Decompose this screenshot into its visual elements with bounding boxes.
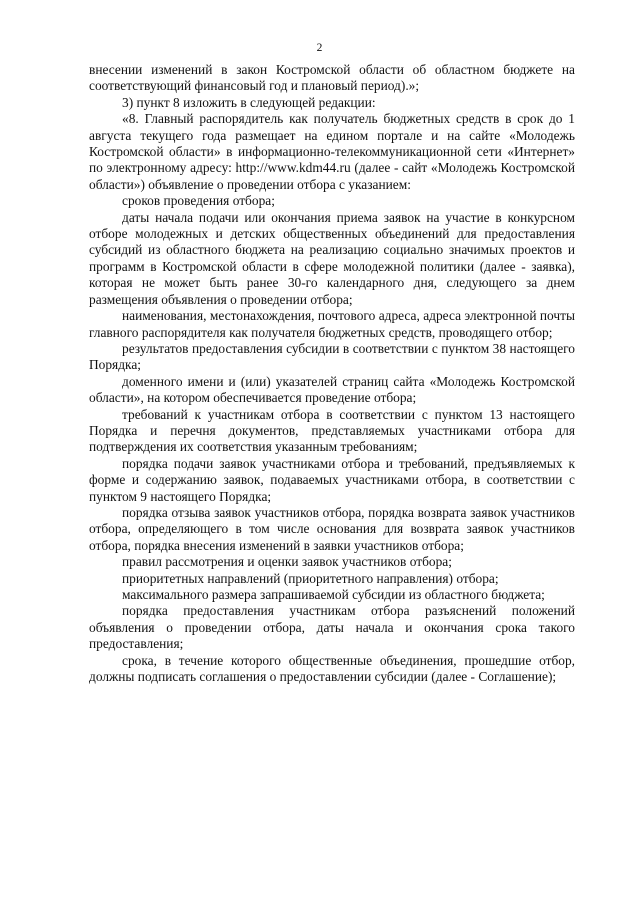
paragraph-list-item: результатов предоставления субсидии в соответствии с пунктом 38 настоящего Порядка; [89, 340, 575, 373]
paragraph-clause-8: «8. Главный распорядитель как получатель бюджетных средств в срок до 1 августа текущего года размещает на едином портале и на сайте «Молодежь Костромской области» в информационно-телекоммуникационной сети «Интернет» по электронному адресу: http://www.kdm44.ru (далее - сайт «Молодежь Костромской области») объявление о проведении отбора с указанием: [89, 111, 575, 192]
paragraph-list-item: порядка отзыва заявок участников отбора, порядка возврата заявок участников отбора, определяющего в том числе основания для возврата заявок участников отбора, порядка внесения изменений в заявки участников отбора; [89, 504, 575, 553]
paragraph-list-item: порядка подачи заявок участниками отбора и требований, предъявляемых к форме и содержанию заявок, подаваемых участниками отбора, в соответствии с пунктом 9 настоящего Порядка; [89, 455, 575, 504]
paragraph-list-item: наименования, местонахождения, почтового адреса, адреса электронной почты главного распорядителя как получателя бюджетных средств, проводящего отбор; [89, 308, 575, 340]
paragraph-list-item: порядка предоставления участникам отбора разъяснений положений объявления о проведении отбора, даты начала и окончания срока такого предоставления; [89, 603, 575, 652]
document-body [89, 62, 575, 685]
paragraph-continuation: внесении изменений в закон Костромской области об областном бюджете на соответствующий финансовый год и плановый период).»; [89, 62, 575, 94]
paragraph-list-item: правил рассмотрения и оценки заявок участников отбора; [122, 554, 452, 570]
paragraph-list-item: максимального размера запрашиваемой субсидии из областного бюджета; [122, 587, 545, 602]
paragraph-list-item: сроков проведения отбора; [122, 193, 275, 209]
paragraph-list-item: приоритетных направлений (приоритетного направления) отбора; [122, 570, 499, 586]
paragraph-list-item: срока, в течение которого общественные объединения, прошедшие отбор, должны подписать соглашения о предоставлении субсидии (далее - Соглашение); [89, 652, 575, 685]
page-number: 2 [316, 42, 323, 54]
paragraph-item-3: 3) пункт 8 изложить в следующей редакции: [122, 94, 376, 110]
paragraph-list-item: даты начала подачи или окончания приема заявок на участие в конкурсном отборе молодежных и детских общественных объединений для предоставления субсидий из областного бюджета на реализацию социально значимых проектов и программ в Костромской области в сфере молодежной политики (далее - заявка), которая не может быть ранее 30-го календарного дня, следующего за днем размещения объявления о проведении отбора; [89, 209, 575, 307]
paragraph-list-item: доменного имени и (или) указателей страниц сайта «Молодежь Костромской области», на котором обеспечивается проведение отбора; [89, 373, 575, 406]
paragraph-list-item: требований к участникам отбора в соответствии с пунктом 13 настоящего Порядка и перечня документов, представляемых участниками отбора для подтверждения их соответствия указанным требованиям; [89, 406, 575, 455]
